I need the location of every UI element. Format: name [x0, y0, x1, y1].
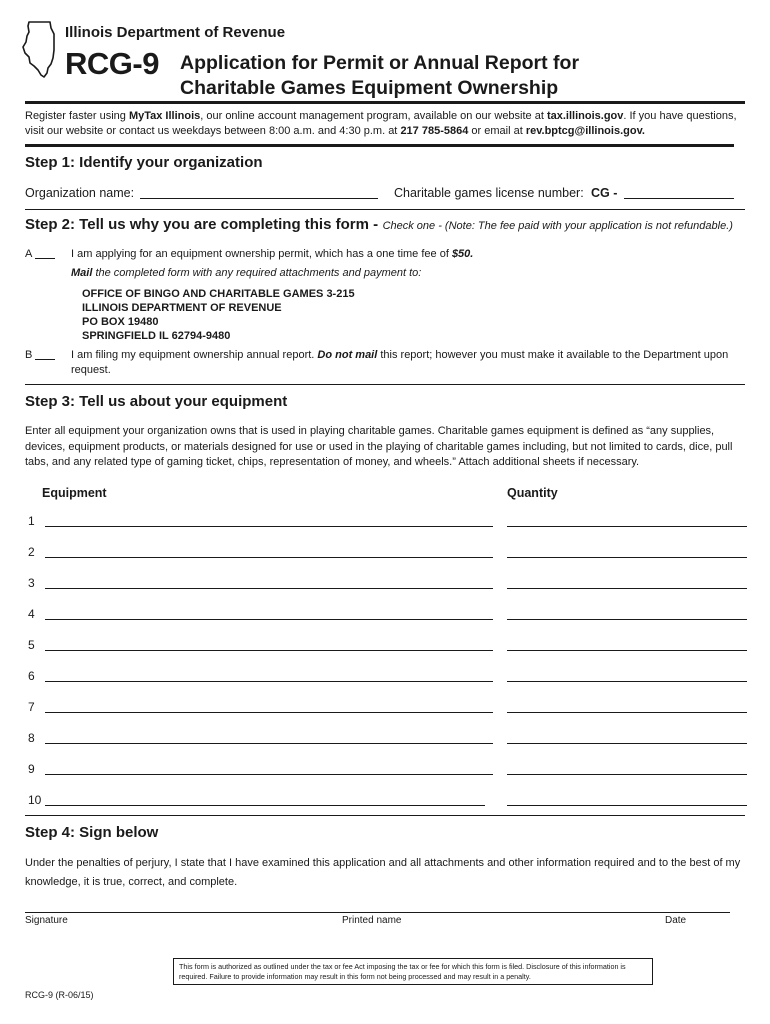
equipment-input-line[interactable]: [45, 774, 493, 775]
mailing-address: [82, 287, 355, 343]
mail-instruction: [71, 266, 421, 281]
option-b-desc-end: request.: [71, 364, 111, 376]
form-number: RCG-9: [65, 46, 159, 81]
intro-text: [25, 109, 745, 139]
authorization-notice: This form is authorized as outlined under the tax or fee Act imposing the tax or fee for which this form is filed. Disclosure of this information is required. Failure to provide information may result in this form not being processed and may result in a penalty.: [173, 958, 653, 985]
equipment-row-number: 6: [28, 669, 35, 683]
equipment-row-number: 7: [28, 700, 35, 714]
mail-text: the completed form with any required attachments and payment to:: [92, 267, 422, 279]
step2-rule: [25, 209, 745, 210]
printed-name-label: Printed name: [342, 915, 402, 926]
equipment-input-line[interactable]: [45, 712, 493, 713]
header-rule: [25, 101, 745, 104]
quantity-input-line[interactable]: [507, 805, 747, 806]
address-line: ILLINOIS DEPARTMENT OF REVENUE: [82, 302, 282, 314]
equipment-input-line[interactable]: [45, 650, 493, 651]
option-a-letter: [25, 247, 32, 262]
illinois-state-outline-logo: [20, 20, 60, 80]
intro-part: Register faster using: [25, 110, 129, 122]
mail-bold: Mail: [71, 267, 93, 279]
form-title: [180, 51, 740, 101]
license-prefix: CG -: [591, 186, 618, 200]
step2-heading-row: [25, 216, 733, 234]
license-number-field[interactable]: [624, 198, 734, 199]
date-label: Date: [665, 915, 687, 926]
option-a-letter-text: A: [25, 248, 33, 260]
address-line: SPRINGFIELD IL 62794-9480: [82, 330, 231, 342]
equipment-input-line[interactable]: [45, 743, 493, 744]
quantity-input-line[interactable]: [507, 712, 747, 713]
quantity-input-line[interactable]: [507, 681, 747, 682]
signature-label: Signature: [25, 915, 68, 926]
perjury-declaration: Under the penalties of perjury, I state that I have examined this application and all attachments and other information required and to the best of my knowledge, it is true, correct, and complete.: [25, 857, 741, 888]
option-b-letter: [25, 348, 32, 363]
equipment-row-number: 8: [28, 731, 35, 745]
equipment-row-number: 3: [28, 576, 35, 590]
equipment-input-line[interactable]: [45, 619, 493, 620]
quantity-input-line[interactable]: [507, 743, 747, 744]
website-link[interactable]: tax.illinois.gov: [546, 110, 624, 122]
intro-part: . If you have questions, visit our website or contact us weekdays between 8:00 a.m. and 4:30 p.m. at: [25, 110, 737, 137]
equipment-row-number: 9: [28, 762, 35, 776]
equipment-row-number: 2: [28, 545, 35, 559]
equipment-input-line[interactable]: [45, 588, 493, 589]
intro-part: , our online account management program, available on our website at: [200, 110, 547, 122]
equipment-row-number: 10: [28, 793, 42, 807]
option-b-text: [71, 348, 751, 378]
option-b-checkbox[interactable]: [35, 359, 55, 360]
step1-rule: [25, 144, 734, 147]
option-a-fee: $50.: [451, 248, 474, 260]
equipment-row-number: 5: [28, 638, 35, 652]
form-title-line1: Application for Permit or Annual Report for: [180, 52, 580, 74]
equipment-row-number: 4: [28, 607, 35, 621]
equipment-row-number: 1: [28, 514, 35, 528]
step3-rule: [25, 384, 745, 385]
option-a-text: [71, 247, 473, 262]
equipment-column-header: Equipment: [42, 486, 107, 500]
address-line: PO BOX 19480: [82, 316, 159, 328]
quantity-input-line[interactable]: [507, 557, 747, 558]
step2-heading: Step 2: Tell us why you are completing this form -: [25, 216, 379, 233]
equipment-input-line[interactable]: [45, 557, 493, 558]
equipment-input-line[interactable]: [45, 681, 493, 682]
phone-number: 217 785-5864: [400, 125, 469, 137]
intro-part: or email at: [468, 125, 526, 137]
step1-heading: Step 1: Identify your organization: [25, 154, 263, 171]
quantity-input-line[interactable]: [507, 619, 747, 620]
quantity-input-line[interactable]: [507, 774, 747, 775]
option-b-letter-text: B: [25, 349, 33, 361]
option-a-desc: I am applying for an equipment ownership permit, which has a one time fee of: [71, 248, 452, 260]
quantity-input-line[interactable]: [507, 650, 747, 651]
form-title-line2: Charitable Games Equipment Ownership: [180, 77, 559, 99]
option-a-checkbox[interactable]: [35, 258, 55, 259]
quantity-input-line[interactable]: [507, 526, 747, 527]
signature-line[interactable]: [25, 912, 730, 913]
license-number-label: Charitable games license number:: [394, 186, 584, 200]
step3-heading: Step 3: Tell us about your equipment: [25, 393, 288, 410]
quantity-column-header: Quantity: [507, 486, 558, 500]
organization-name-field[interactable]: [140, 198, 378, 199]
step4-heading: Step 4: Sign below: [25, 824, 159, 841]
option-b-emphasis: Do not mail: [317, 349, 378, 361]
equipment-definition: Enter all equipment your organization owns that is used in playing charitable games. Charitable games equipment is defined as “any supplies, devices, equipment products, or materials designed for use or used in the playing of charitable games including, but not limited to cards, dice, pull tabs, and any related type of gaming ticket, chips, representation of money, and wheels.” Attach additional sheets if necessary.: [25, 425, 733, 468]
mytax-link[interactable]: MyTax Illinois: [128, 110, 201, 122]
form-revision-footer: RCG-9 (R-06/15): [25, 990, 94, 1000]
equipment-input-line[interactable]: [45, 526, 493, 527]
option-b-desc: I am filing my equipment ownership annual report.: [71, 349, 318, 361]
step4-rule: [25, 815, 745, 816]
email-link[interactable]: rev.bptcg@illinois.gov.: [525, 125, 645, 137]
option-b-desc-cont: this report; however you must make it available to the Department upon: [377, 349, 729, 361]
organization-name-label: Organization name:: [25, 186, 135, 200]
quantity-input-line[interactable]: [507, 588, 747, 589]
equipment-input-line[interactable]: [45, 805, 485, 806]
step2-note: Check one - (Note: The fee paid with your application is not refundable.): [382, 220, 733, 232]
address-line: OFFICE OF BINGO AND CHARITABLE GAMES 3-215: [82, 288, 355, 300]
agency-name: Illinois Department of Revenue: [65, 24, 286, 41]
